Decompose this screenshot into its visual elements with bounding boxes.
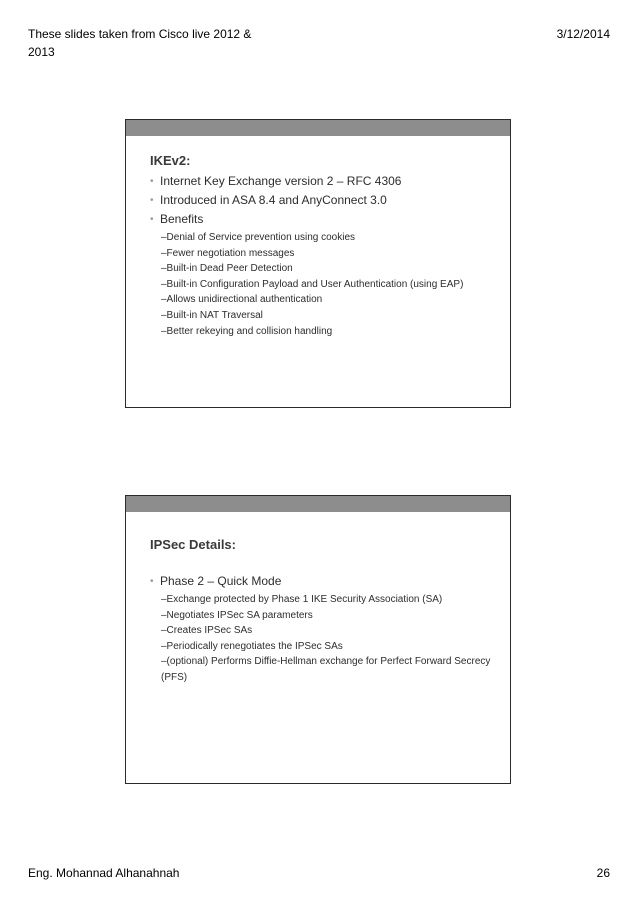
bullet-dot-icon: • [150, 576, 154, 587]
bullet-text: Internet Key Exchange version 2 – RFC 4306 [160, 174, 402, 188]
slide-body [150, 153, 500, 339]
bullet-text: Phase 2 – Quick Mode [160, 574, 282, 588]
slide-title-bar [126, 496, 510, 512]
sub-bullet: –Denial of Service prevention using cookies [161, 232, 355, 243]
slide-title: IPSec Details: [150, 537, 236, 552]
bullet-item [150, 172, 500, 191]
bullet-item [150, 572, 500, 591]
slide-ipsec-details [125, 495, 511, 784]
bullet-dot-icon: • [150, 214, 154, 225]
slide-ikev2 [125, 119, 511, 408]
footer-author: Eng. Mohannad Alhanahnah [28, 866, 180, 880]
sub-bullet: –Built-in Dead Peer Detection [161, 263, 293, 275]
bullet-text: Introduced in ASA 8.4 and AnyConnect 3.0 [160, 193, 387, 207]
bullet-item [150, 191, 500, 210]
bullet-dot-icon: • [150, 176, 154, 187]
bullet-text: Benefits [160, 212, 204, 226]
sub-bullet: –Creates IPSec SAs [161, 625, 253, 637]
slide-body [150, 537, 500, 686]
sub-bullet-list [150, 592, 500, 686]
bullet-item [150, 210, 500, 229]
sub-bullet: –Fewer negotiation messages [161, 247, 295, 259]
slide-title: IKEv2: [150, 153, 191, 168]
header-date: 3/12/2014 [556, 27, 610, 41]
sub-bullet: –Periodically renegotiates the IPSec SAs [161, 640, 343, 652]
sub-bullet: –Built-in Configuration Payload and User Authentication (using EAP) [161, 278, 464, 290]
sub-bullet: –Better rekeying and collision handling [161, 325, 333, 337]
header-source-note: These slides taken from Cisco live 2012 & 2013 [28, 27, 252, 59]
sub-bullet: –Allows unidirectional authentication [161, 294, 323, 306]
footer-page-number: 26 [596, 866, 610, 880]
sub-bullet: –Built-in NAT Traversal [161, 309, 263, 321]
sub-bullet-list [150, 230, 500, 339]
sub-bullet: –Negotiates IPSec SA parameters [161, 609, 313, 621]
sub-bullet: –(optional) Performs Diffie-Hellman exchange for Perfect Forward Secrecy (PFS) [161, 656, 491, 683]
bullet-dot-icon: • [150, 195, 154, 206]
sub-bullet: –Exchange protected by Phase 1 IKE Security Association (SA) [161, 594, 443, 605]
slide-title-bar [126, 120, 510, 136]
